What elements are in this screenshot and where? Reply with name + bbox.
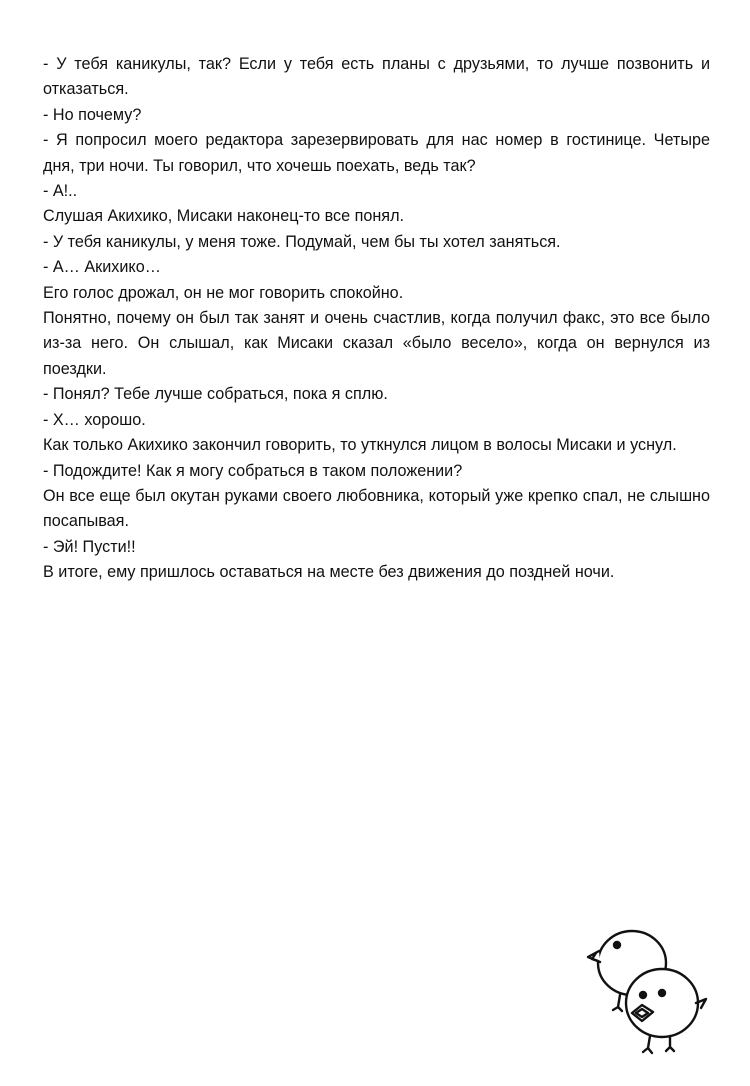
paragraph: Он все еще был окутан руками своего любовника, который уже крепко спал, не слышно посапывая.: [43, 486, 710, 531]
front-chick-icon: [626, 969, 706, 1053]
paragraph: - У тебя каникулы, так? Если у тебя есть планы с друзьями, то лучше позвонить и отказаться.: [43, 55, 710, 99]
paragraph: - У тебя каникулы, у меня тоже. Подумай, чем бы ты хотел заняться.: [43, 232, 561, 251]
paragraph: - Подождите! Как я могу собраться в таком положении?: [43, 461, 463, 480]
paragraph: Как только Акихико закончил говорить, то уткнулся лицом в волосы Мисаки и уснул.: [43, 436, 677, 455]
paragraph: - Понял? Тебе лучше собраться, пока я сплю.: [43, 385, 388, 404]
paragraph: - А… Акихико…: [43, 258, 161, 277]
paragraph: - А!..: [43, 182, 78, 201]
paragraph: В итоге, ему пришлось оставаться на месте без движения до поздней ночи.: [43, 563, 615, 582]
paragraph: - Х… хорошо.: [43, 410, 146, 429]
paragraph: Его голос дрожал, он не мог говорить спокойно.: [43, 283, 404, 302]
paragraph: Слушая Акихико, Мисаки наконец-то все понял.: [43, 207, 405, 226]
paragraph: Понятно, почему он был так занят и очень счастлив, когда получил факс, это все было из-за него. Он слышал, как Мисаки сказал «было весело», когда он вернулся из поездки.: [43, 309, 710, 378]
two-chicks-icon: [580, 915, 730, 1065]
paragraph: - Я попросил моего редактора зарезервировать для нас номер в гостинице. Четыре дня, три ночи. Ты говорил, что хочешь поехать, ведь так?: [43, 131, 710, 175]
document-text: [43, 52, 710, 586]
paragraph: - Но почему?: [43, 105, 142, 124]
paragraph: - Эй! Пусти!!: [43, 537, 136, 556]
